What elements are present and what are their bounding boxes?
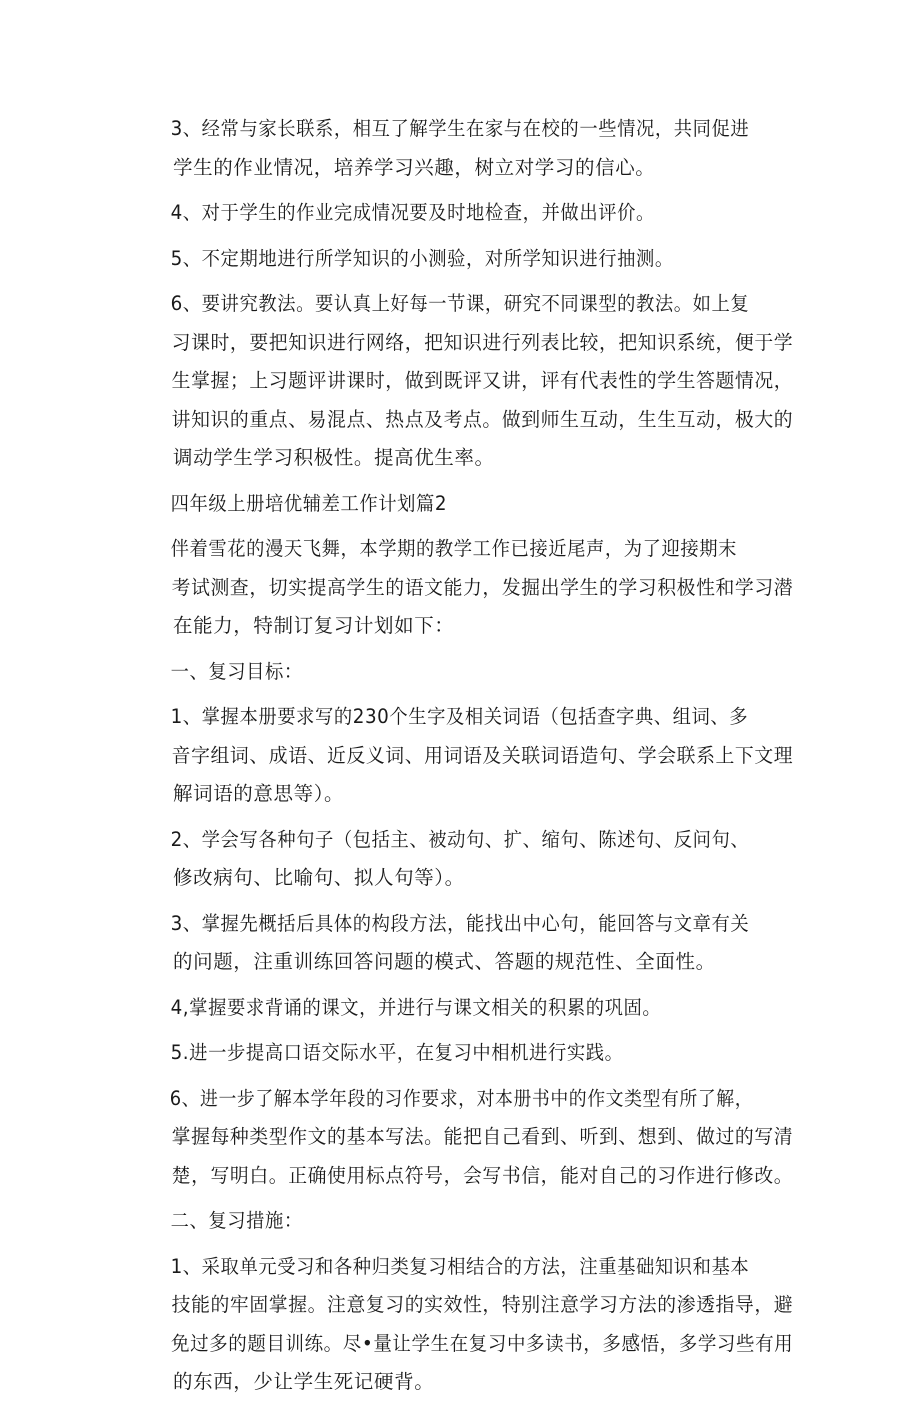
paragraph-p11 [133,989,793,1028]
paragraph-line: 4、对于学生的作业完成情况要及时地检查，并做出评价。 [170,201,655,224]
paragraph-line: 1、采取单元受习和各种归类复习相结合的方法，注重基础知识和基本 [170,1254,750,1278]
paragraph-line: 在能力，特制订复习计划如下： [173,614,455,637]
paragraph-p15 [133,1248,793,1402]
paragraph-line: 生掌握；上习题评讲课时，做到既评又讲，评有代表性的学生答题情况， [171,369,794,392]
paragraph-line: 3、经常与家长联系，相互了解学生在家与在校的一些情况，共同促进 [170,117,750,140]
paragraph-line: 习课时，要把知识进行网络，把知识进行列表比较，把知识系统，便于学 [171,330,794,354]
paragraph-line: 的问题，注重训练回答问题的模式、答题的规范性、全面性。 [173,950,716,973]
paragraph-line: 6、进一步了解本学年段的习作要求，对本册书中的作文类型有所了解， [169,1086,754,1110]
paragraph-p1 [133,110,793,187]
paragraph-line: 1、掌握本册要求写的230个生字及相关词语（包括查字典、组词、多 [170,705,749,728]
paragraph-line: 技能的牢固掌握。注意复习的实效性，特别注意学习方法的渗透指导，避 [171,1293,794,1316]
paragraph-p4 [133,285,793,478]
paragraph-p10 [133,905,793,982]
paragraph-line: 5、不定期地进行所学知识的小测验，对所学知识进行抽测。 [170,246,674,270]
paragraph-line: 调动学生学习积极性。提高优生率。 [173,446,495,469]
paragraph-p3 [133,240,793,279]
paragraph-line: 讲知识的重点、易混点、热点及考点。做到师生互动，生生互动，极大的 [171,407,794,431]
paragraph-p2 [133,194,793,233]
paragraph-line: 免过多的题目训练。尽•量让学生在复习中多读书，多感悟，多学习些有用 [170,1331,794,1355]
paragraph-line: 掌握每种类型作文的基本写法。能把自己看到、听到、想到、做过的写清 [171,1125,794,1148]
paragraph-line: 5.进一步提高口语交际水平，在复习中相机进行实践。 [170,1041,624,1064]
paragraph-line: 修改病句、比喻句、拟人句等）。 [173,866,465,889]
paragraph-line: 学生的作业情况，培养学习兴趣，树立对学习的信心。 [173,155,656,179]
paragraph-p5 [133,485,793,524]
paragraph-p12 [133,1034,793,1073]
paragraph-line: 考试测查，切实提高学生的语文能力，发掘出学生的学习积极性和学习潜 [171,575,794,599]
paragraph-line: 伴着雪花的漫天飞舞，本学期的教学工作已接近尾声，为了迎接期末 [170,537,738,560]
paragraph-p14 [133,1202,793,1241]
paragraph-p13 [133,1080,793,1196]
paragraph-line: 四年级上册培优辅差工作计划篇2 [170,491,448,515]
paragraph-p6 [133,530,793,646]
paragraph-p7 [133,653,793,692]
paragraph-p8 [133,698,793,814]
paragraph-p9 [133,821,793,898]
paragraph-line: 2、学会写各种句子（包括主、被动句、扩、缩句、陈述句、反问句、 [170,827,750,851]
paragraph-line: 4,掌握要求背诵的课文，并进行与课文相关的积累的巩固。 [170,995,662,1019]
paragraph-line: 音字组词、成语、近反义词、用词语及关联词语造句、学会联系上下文理 [171,743,794,767]
paragraph-line: 解词语的意思等）。 [173,782,345,805]
paragraph-line: 楚，写明白。正确使用标点符号，会写书信，能对自己的习作进行修改。 [171,1163,794,1187]
paragraph-line: 3、掌握先概括后具体的构段方法，能找出中心句，能回答与文章有关 [170,911,750,935]
paragraph-line: 一、复习目标： [170,659,303,683]
paragraph-line: 6、要讲究教法。要认真上好每一节课，研究不同课型的教法。如上复 [170,292,750,315]
document-body [133,110,793,1402]
paragraph-line: 的东西，少让学生死记硬背。 [173,1370,435,1393]
paragraph-line: 二、复习措施： [170,1209,303,1232]
